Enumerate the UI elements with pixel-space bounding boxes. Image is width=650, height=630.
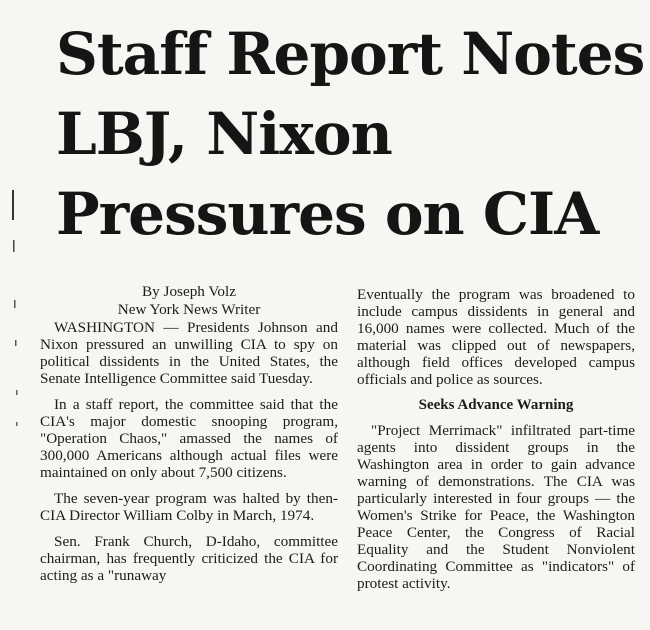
byline: By Joseph Volz [142, 283, 236, 300]
right-column [357, 286, 635, 601]
paragraph: Sen. Frank Church, D-Idaho, committee chairman, has frequently criticized the CIA for acting as a "runaway [40, 533, 338, 584]
paragraph: WASHINGTON — Presidents Johnson and Nixon pressured an unwilling CIA to spy on political dissidents in the United States, the Senate Intelligence Committee said Tuesday. [40, 319, 338, 387]
margin-specks [8, 190, 20, 430]
paragraph: The seven-year program was halted by then-CIA Director William Colby in March, 1974. [40, 490, 338, 524]
paragraph: "Project Merrimack" infiltrated part-time agents into dissident groups in the Washington area in order to gain advance warning of demonstrations. The CIA was particularly interested in four groups — the Women's Strike for Peace, the Washington Peace Center, the Congress of Racial Equality and the Student Nonviolent Coordinating Committee as "indicators" of protest activity. [357, 422, 635, 592]
headline-line-2: LBJ, Nixon [56, 100, 392, 168]
headline [56, 14, 646, 254]
credit-line: New York News Writer [117, 301, 261, 318]
left-column [40, 283, 338, 593]
headline-line-3: Pressures on CIA [56, 180, 599, 248]
paragraph: Eventually the program was broadened to include campus dissidents in general and 16,000 names were collected. Much of the material was clipped out of newspapers, although field offices developed campus officials and police as sources. [357, 286, 635, 388]
subheading: Seeks Advance Warning [418, 397, 574, 413]
headline-line-1: Staff Report Notes [56, 20, 645, 88]
paragraph: In a staff report, the committee said that the CIA's major domestic snooping program, "Operation Chaos," amassed the names of 300,000 Americans although actual files were maintained on only about 7,500 citizens. [40, 396, 338, 481]
